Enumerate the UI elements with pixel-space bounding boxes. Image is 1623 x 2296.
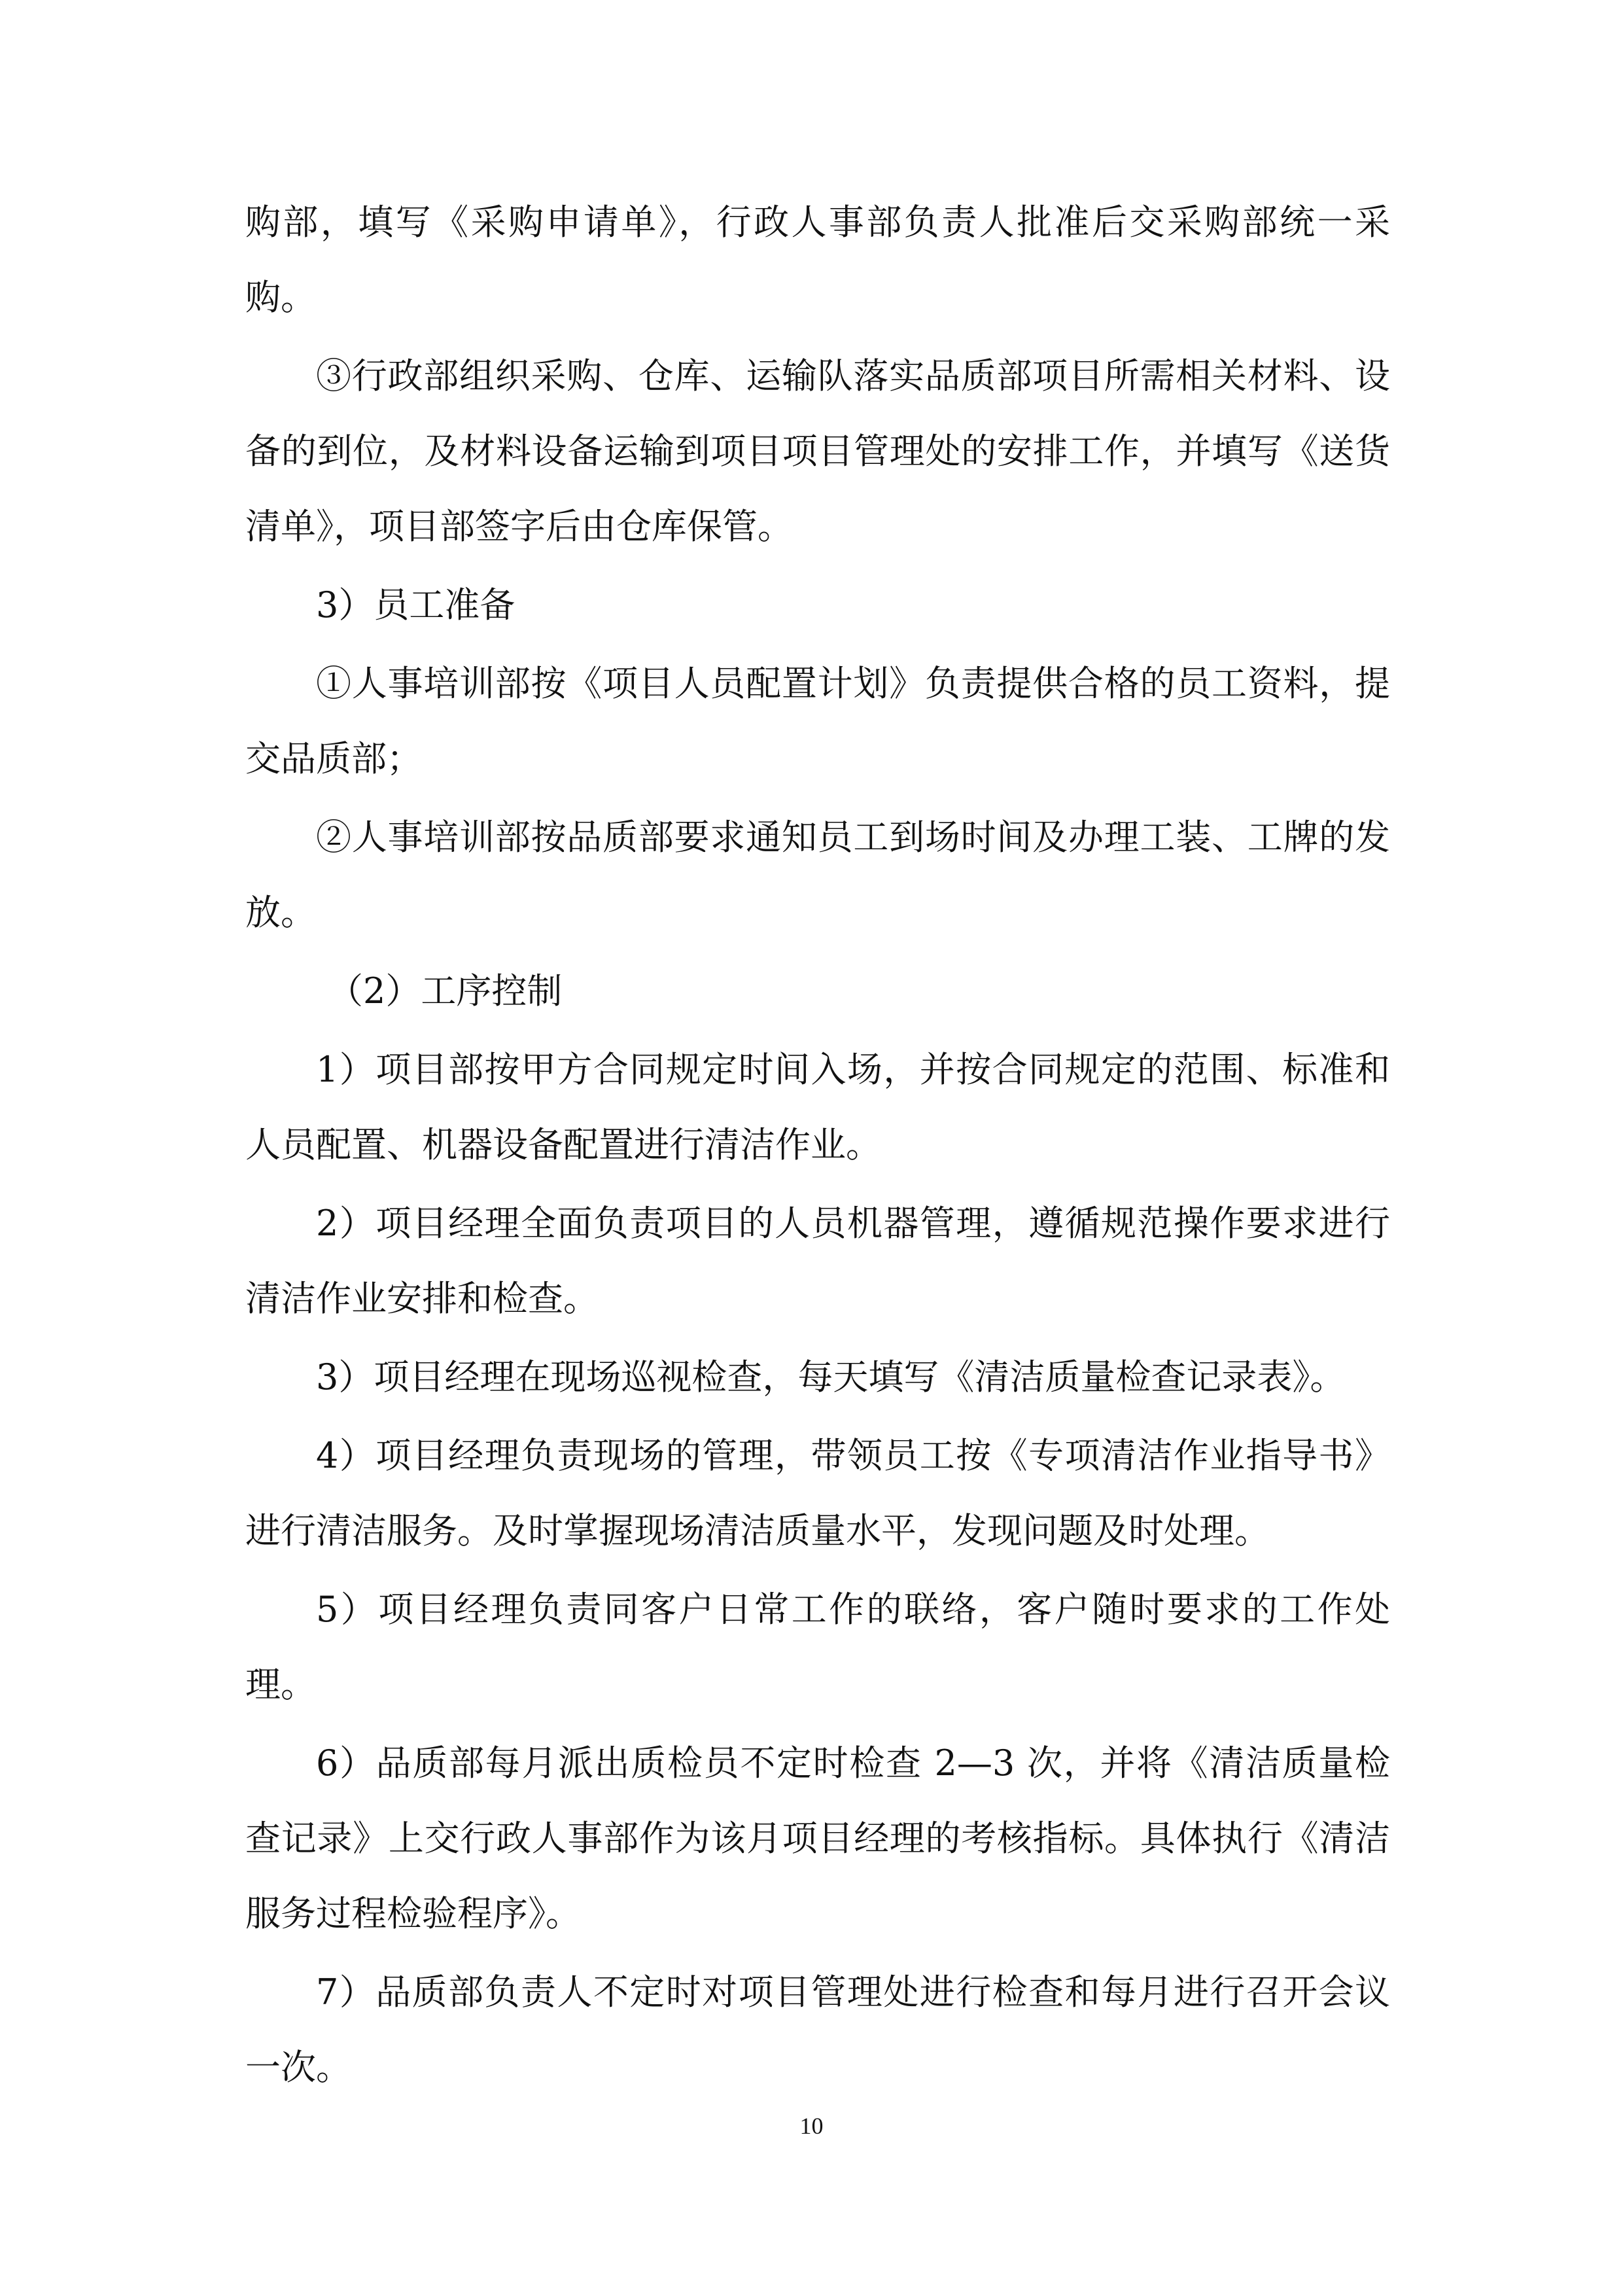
paragraph-hr-staff-data: ①人事培训部按《项目人员配置计划》负责提供合格的员工资料，提交品质部； [245, 663, 1390, 779]
page-number: 10 [799, 2113, 824, 2139]
paragraph-process-item-6: 6）品质部每月派出质检员不定时检查 2—3 次，并将《清洁质量检查记录》上交行政人事部作为该月项目经理的考核指标。具体执行《清洁服务过程检验程序》。 [245, 1742, 1390, 1934]
paragraph-process-item-5: 5）项目经理负责同客户日常工作的联络，客户随时要求的工作处理。 [245, 1589, 1390, 1705]
heading-staff-preparation: 3）员工准备 [316, 584, 515, 626]
heading-process-control: （2）工序控制 [328, 970, 563, 1012]
paragraph-process-item-4: 4）项目经理负责现场的管理，带领员工按《专项清洁作业指导书》进行清洁服务。及时掌握现场清洁质量水平，发现问题及时处理。 [245, 1435, 1390, 1551]
paragraph-purchase-request: 购部，填写《采购申请单》，行政人事部负责人批准后交采购部统一采购。 [245, 202, 1390, 318]
paragraph-process-item-2: 2）项目经理全面负责项目的人员机器管理，遵循规范操作要求进行清洁作业安排和检查。 [245, 1203, 1390, 1319]
paragraph-process-item-7: 7）品质部负责人不定时对项目管理处进行检查和每月进行召开会议一次。 [245, 1971, 1390, 2088]
paragraph-hr-notify-staff: ②人事培训部按品质部要求通知员工到场时间及办理工装、工牌的发放。 [245, 817, 1390, 933]
paragraph-process-item-1: 1）项目部按甲方合同规定时间入场，并按合同规定的范围、标准和人员配置、机器设备配置进行清洁作业。 [245, 1049, 1390, 1165]
paragraph-process-item-3: 3）项目经理在现场巡视检查，每天填写《清洁质量检查记录表》。 [316, 1356, 1346, 1398]
document-body [245, 185, 1390, 2108]
paragraph-admin-procurement: ③行政部组织采购、仓库、运输队落实品质部项目所需相关材料、设备的到位，及材料设备运输到项目项目管理处的安排工作，并填写《送货清单》，项目部签字后由仓库保管。 [245, 355, 1390, 547]
